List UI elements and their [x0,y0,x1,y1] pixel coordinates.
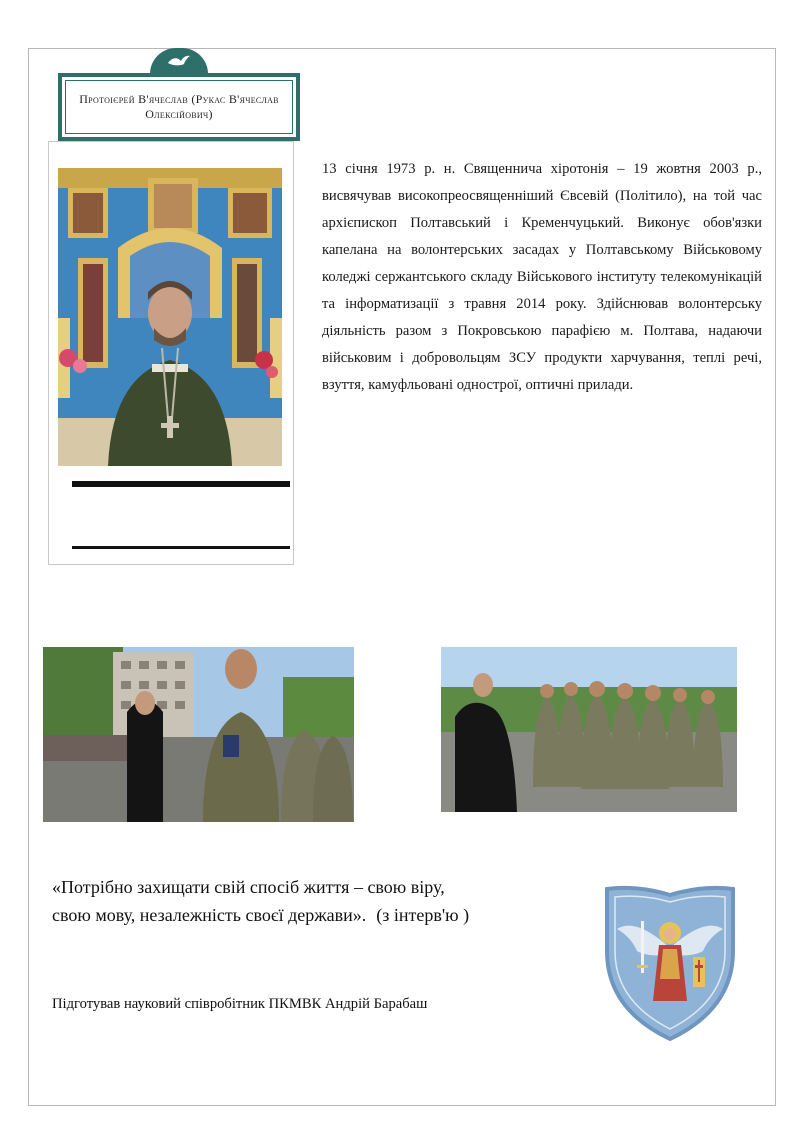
quote-block [52,873,572,929]
quote-line-2-wrapper [52,901,572,929]
dove-icon [166,53,192,69]
priest-portrait-photo [58,168,282,466]
shield-emblem-icon [603,885,737,1043]
quote-line-1: «Потрібно захищати свій спосіб життя – свою віру, [52,877,445,897]
oath-ceremony-photo-left [43,647,354,822]
divider-thin [72,546,290,549]
biography-text: 13 січня 1973 р. н. Священнича хіротонія – 19 жовтня 2003 р., висвячував високопреосвященніший Євсевій (Політило), на той час архієпископ Полтавський і Кременчуцький. Виконує обов'язки капелана на волонтерських засадах у Полтавському Військовому коледжі сержантського складу Військового інституту телекомунікацій та інформатизації з травня 2014 року. Здійснював волонтерську діяльність разом з Покровською парафією м. Полтава, надаючи військовим і добровольцям ЗСУ продукти харчування, теплі речі, взуття, камуфльовані однострої, оптичні прилади. [322,161,762,393]
prepared-by-credit: Підготував науковий співробітник ПКМВК Андрій Барабаш [52,996,428,1012]
name-plaque [58,73,300,141]
quote-source-note: (з інтерв'ю ) [376,905,470,925]
quote-line-2: свою мову, незалежність своєї держави». [52,905,367,925]
divider-thick [72,481,290,487]
oath-ceremony-photo-right [441,647,737,812]
page-title: Протоієрей В'ячеслав (Рукас В'ячеслав Олексійович) [79,92,279,121]
